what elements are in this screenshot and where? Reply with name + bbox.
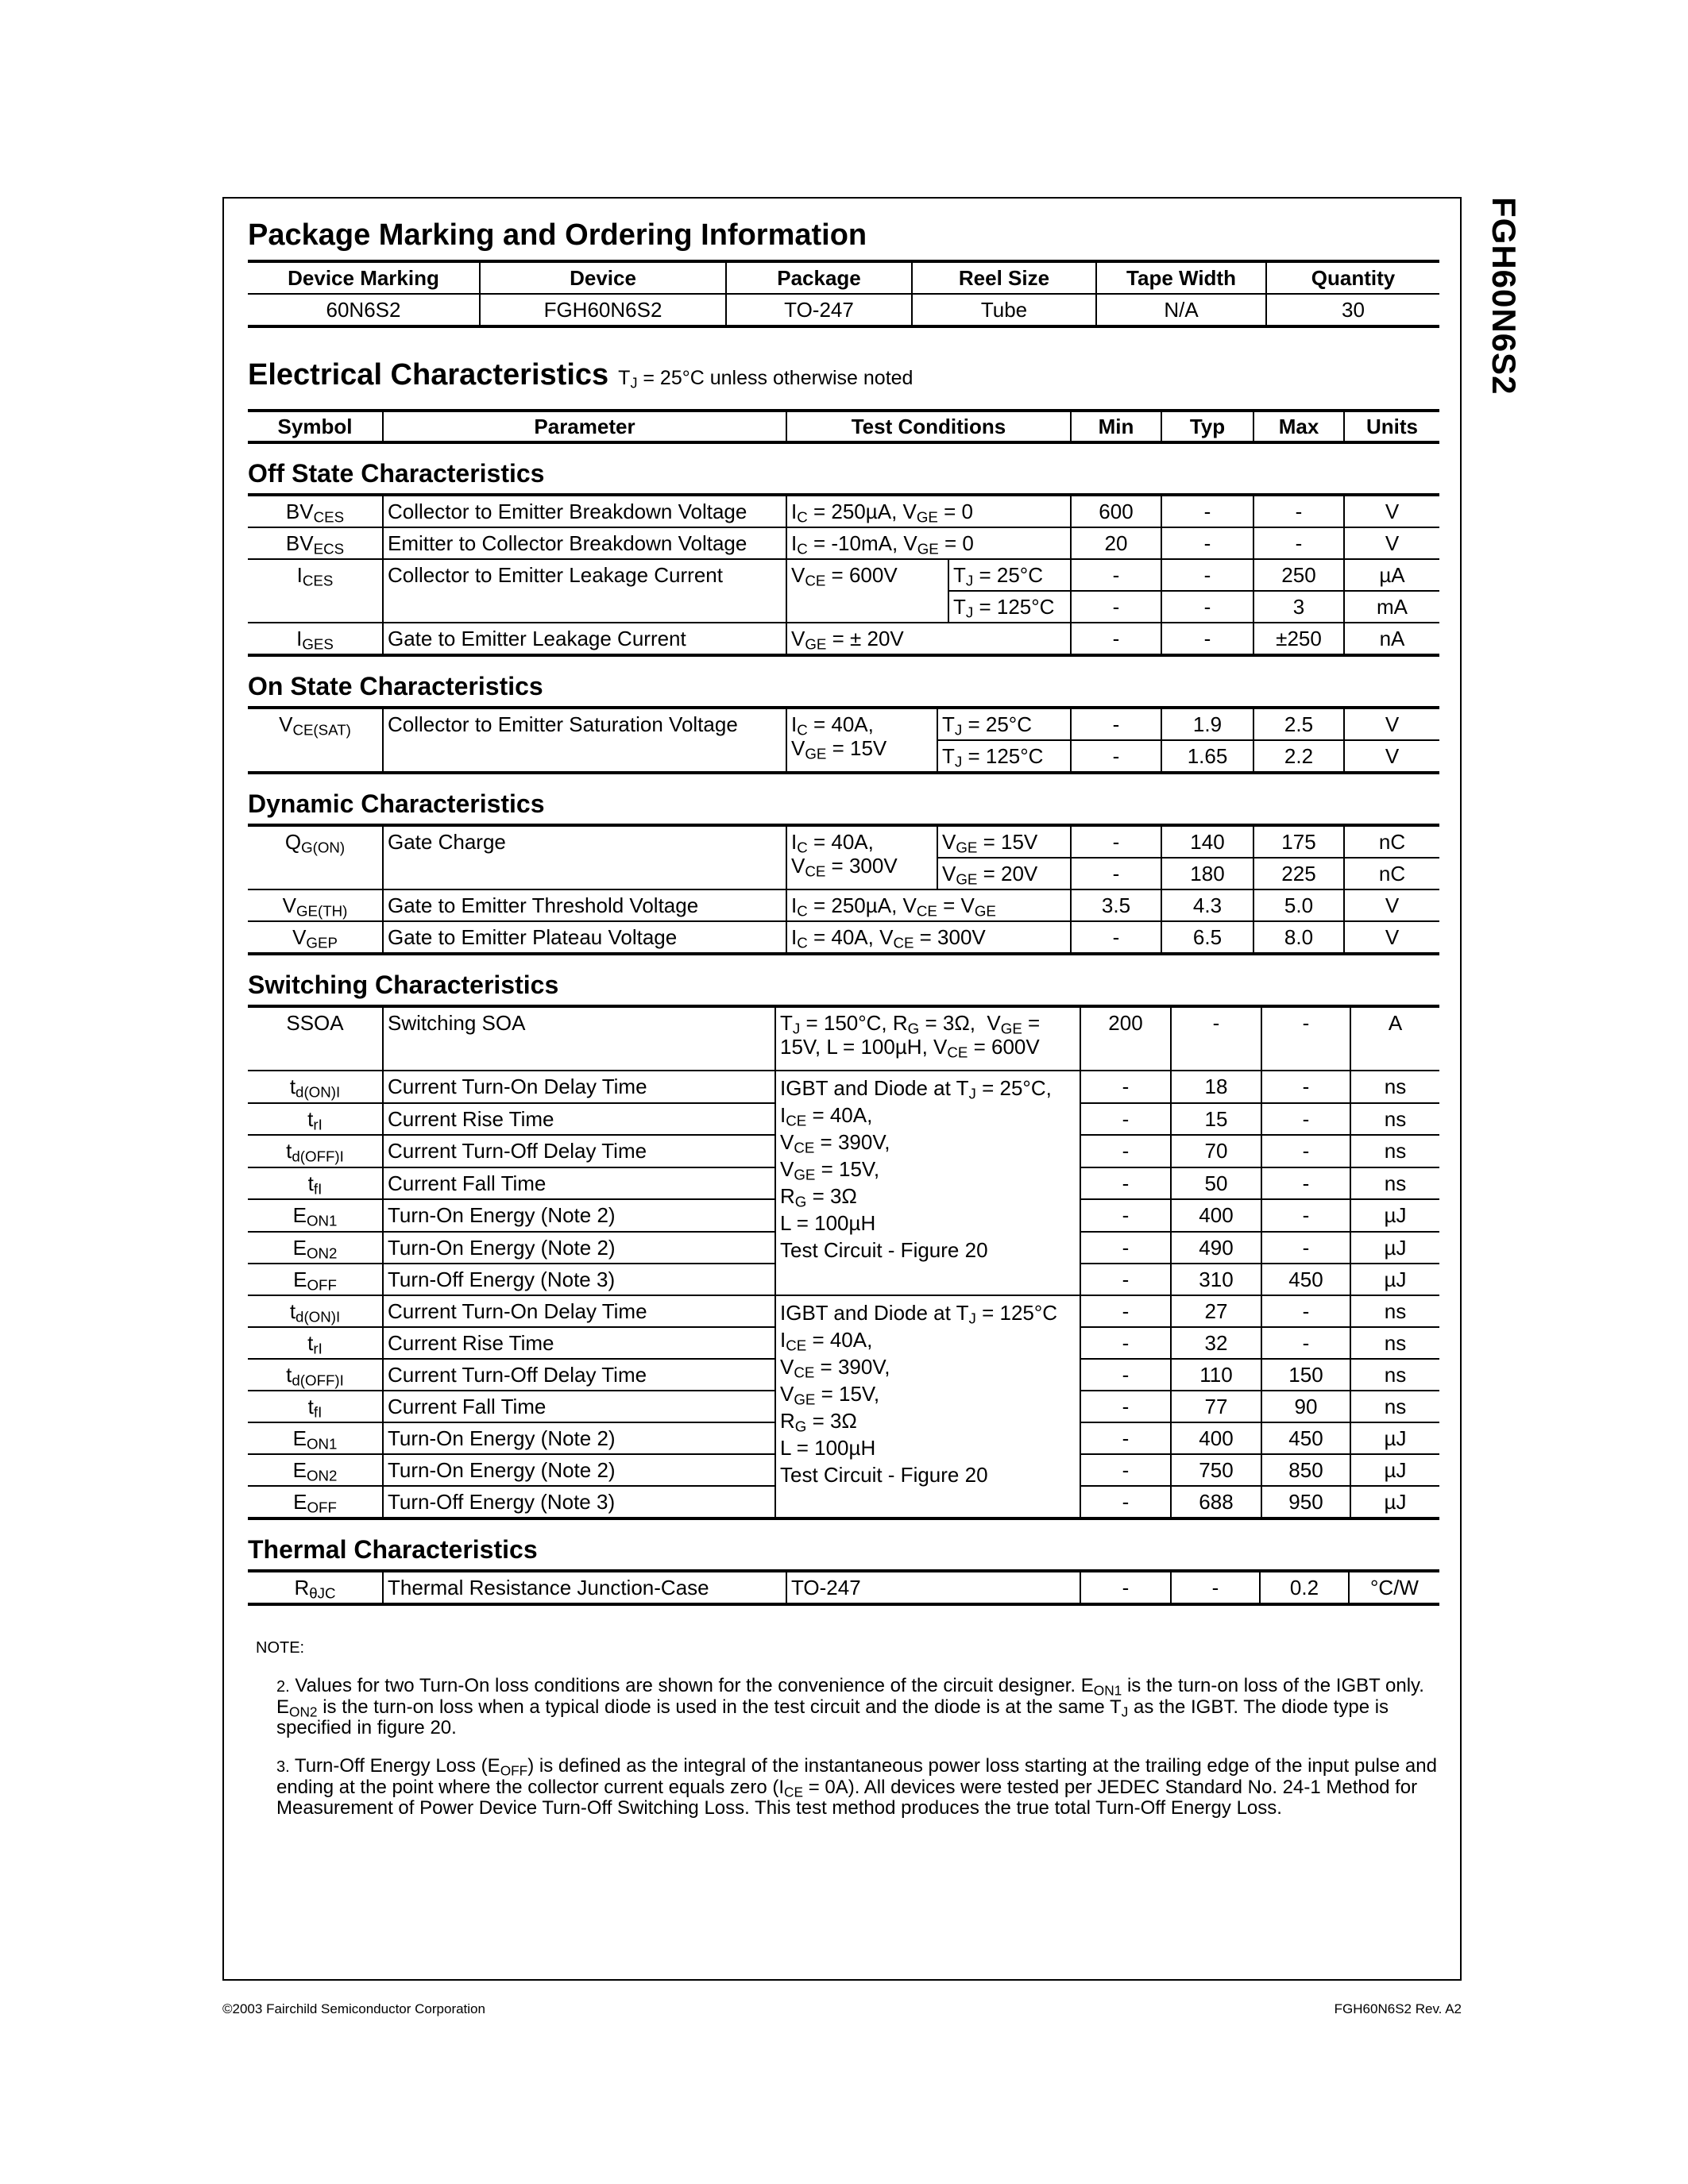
symbol-iges: $I_{GES}$ xyxy=(248,623,383,655)
note-3: 3. Turn-Off Energy Loss $(E_{OFF})$ is defined as the integral of the instantaneous power loss starting at the trailing edge of the input pulse and ending at the point where the collector current equals zero $(I_{CE} = 0A)$. All devices were tested per JEDEC Standard No. 24-1 Method for Measurement of Power Device Turn-Off Switching Loss. This test method produces the true total Turn-Off Energy Loss. xyxy=(276,1755,1437,1819)
test-condition-125c: IGBT and Diode at $T_J = 125^\circ C$ $I_{CE} = 40A$, $V_{CE} = 390V$, $V_{GE} = 15V$, $R_G = 3\Omega$ L = 100µH Test Circuit - Figure 20 xyxy=(775,1295,1080,1518)
table-row: $E_{ON2}$ Turn-On Energy (Note 2) - 750 850 µJ xyxy=(248,1454,1439,1486)
table-row: $E_{ON1}$ Turn-On Energy (Note 2) - 400 450 µJ xyxy=(248,1422,1439,1454)
symbol-tf: $t_{fI}$ xyxy=(248,1167,383,1200)
cell-quantity: 30 xyxy=(1266,294,1439,326)
datasheet-content xyxy=(248,210,1439,1819)
package-row xyxy=(248,294,1439,326)
table-row: $E_{OFF}$ Turn-Off Energy (Note 3) - 688 950 µJ xyxy=(248,1486,1439,1518)
table-row: $R_{\theta JC}$ Thermal Resistance Junction-Case TO-247 - - 0.2 °C/W xyxy=(248,1571,1439,1604)
symbol-tdon: $t_{d(ON)I}$ xyxy=(248,1295,383,1327)
symbol-eon1: $E_{ON1}$ xyxy=(248,1199,383,1232)
table-row: $BV_{CES}$ Collector to Emitter Breakdown Voltage $I_C = 250\mu A$, $V_{GE} = 0$ 600 - - V xyxy=(248,495,1439,527)
footer-revision: FGH60N6S2 Rev. A2 xyxy=(1334,2001,1462,2016)
test-condition: $T_J = 25^\circ C$ xyxy=(937,708,1071,740)
table-row: $t_{d(OFF)I}$ Current Turn-Off Delay Time - 110 150 ns xyxy=(248,1359,1439,1391)
symbol-eoff: $E_{OFF}$ xyxy=(248,1486,383,1518)
table-row: $t_{rI}$ Current Rise Time - 32 - ns xyxy=(248,1327,1439,1359)
dynamic-table xyxy=(248,824,1439,955)
test-condition: $I_C = 250\mu A$, $V_{CE} = V_{GE}$ xyxy=(786,889,1071,921)
table-row: $t_{d(ON)I}$ Current Turn-On Delay Time IGBT and Diode at $T_J = 125^\circ C$ $I_{CE} = 40A$, $V_{CE} = 390V$, $V_{GE} = 15V$, $R_G = 3\Omega$ L = 100µH Test Circuit - Figure 20 - 27 - ns xyxy=(248,1295,1439,1327)
symbol-rthjc: $R_{\theta JC}$ xyxy=(294,1576,336,1602)
table-row: $V_{GE} = 20V$ - 180 225 nC xyxy=(248,858,1439,889)
table-row: $Q_{G(ON)}$ Gate Charge $I_C = 40A$, $V_{CE} = 300V$ $V_{GE} = 15V$ - 140 175 nC xyxy=(248,825,1439,858)
test-condition: $T_J = 125^\circ C$ xyxy=(948,591,1071,623)
switching-table xyxy=(248,1005,1439,1520)
table-row: $V_{GEP}$ Gate to Emitter Plateau Voltage $I_C = 40A$, $V_{CE} = 300V$ - 6.5 8.0 V xyxy=(248,921,1439,954)
symbol-eon2: $E_{ON2}$ xyxy=(248,1232,383,1264)
electrical-header-table xyxy=(248,409,1439,444)
test-condition: $I_C = 250\mu A$, $V_{GE} = 0$ xyxy=(786,495,1071,527)
table-row: $E_{ON2}$ Turn-On Energy (Note 2) - 490 - µJ xyxy=(248,1232,1439,1264)
electrical-condition-note: $T_J = 25^\circ C$ unless otherwise noted xyxy=(618,367,914,392)
symbol-tf: $t_{fI}$ xyxy=(248,1391,383,1422)
table-row: $V_{GE(TH)}$ Gate to Emitter Threshold Voltage $I_C = 250\mu A$, $V_{CE} = V_{GE}$ 3.5 4.3 5.0 V xyxy=(248,889,1439,921)
cell-package: TO-247 xyxy=(726,294,912,326)
col-typ: Typ xyxy=(1161,411,1253,442)
symbol-vgeth: $V_{GE(TH)}$ xyxy=(248,889,383,921)
symbol-eon1: $E_{ON1}$ xyxy=(248,1422,383,1454)
table-row: $t_{fI}$ Current Fall Time - 77 90 ns xyxy=(248,1391,1439,1422)
col-parameter: Parameter xyxy=(383,411,786,442)
table-row: $t_{d(OFF)I}$ Current Turn-Off Delay Time - 70 - ns xyxy=(248,1135,1439,1167)
cell-reel-size: Tube xyxy=(912,294,1096,326)
test-condition: $V_{GE} = 15V$ xyxy=(937,825,1071,858)
switching-title: Switching Characteristics xyxy=(248,970,559,999)
symbol-bvecs: $BV_{ECS}$ xyxy=(248,527,383,559)
test-condition: $T_J = 25^\circ C$ xyxy=(948,559,1071,591)
cell-tape-width: N/A xyxy=(1096,294,1266,326)
cell-device: FGH60N6S2 xyxy=(480,294,726,326)
package-header-row xyxy=(248,261,1439,294)
symbol-qgon: $Q_{G(ON)}$ xyxy=(284,830,346,856)
symbol-eon2: $E_{ON2}$ xyxy=(248,1454,383,1486)
note-2: 2. Values for two Turn-On loss conditions are shown for the convenience of the circuit designer. $E_{ON1}$ is the turn-on loss of the IGBT only. $E_{ON2}$ is the turn-on loss when a typical diode is used in the test circuit and the diode is at the same $T_J$ as the IGBT. The diode type is specified in figure 20. xyxy=(276,1675,1424,1738)
table-row: $t_{d(ON)I}$ Current Turn-On Delay Time IGBT and Diode at $T_J = 25^\circ C$, $I_{CE} = 40A$, $V_{CE} = 390V$, $V_{GE} = 15V$, $R_G = 3\Omega$ L = 100µH Test Circuit - Figure 20 - 18 - ns xyxy=(248,1071,1439,1103)
symbol-tdoff: $t_{d(OFF)I}$ xyxy=(248,1359,383,1391)
package-table xyxy=(248,260,1439,328)
test-condition: $I_C = 40A$, $V_{GE} = 15V$ xyxy=(786,708,937,773)
test-condition: $V_{GE} = 20V$ xyxy=(937,858,1071,889)
side-part-number: FGH60N6S2 xyxy=(1485,197,1523,396)
table-row: $t_{rI}$ Current Rise Time - 15 - ns xyxy=(248,1103,1439,1136)
notes-block xyxy=(248,1638,1439,1819)
table-row: $I_{CES}$ Collector to Emitter Leakage Current $V_{CE} = 600V$ $T_J = 25^\circ C$ - - 250 µA xyxy=(248,559,1439,591)
test-condition: $V_{CE} = 600V$ xyxy=(786,559,948,623)
test-condition: $I_C = 40A$, $V_{CE} = 300V$ xyxy=(786,921,1071,954)
table-row: $V_{CE(SAT)}$ Collector to Emitter Saturation Voltage $I_C = 40A$, $V_{GE} = 15V$ $T_J = 25^\circ C$ - 1.9 2.5 V xyxy=(248,708,1439,740)
electrical-header-row xyxy=(248,411,1439,442)
dynamic-title: Dynamic Characteristics xyxy=(248,789,545,818)
symbol-bvces: $BV_{CES}$ xyxy=(285,500,345,526)
symbol-tr: $t_{rI}$ xyxy=(248,1103,383,1136)
col-min: Min xyxy=(1071,411,1161,442)
col-tape-width: Tape Width xyxy=(1096,261,1266,294)
symbol-ices: $I_{CES}$ xyxy=(248,559,383,623)
on-state-title: On State Characteristics xyxy=(248,672,543,700)
symbol-tdon: $t_{d(ON)I}$ xyxy=(248,1071,383,1103)
symbol-vcesat: $V_{CE(SAT)}$ xyxy=(279,712,351,739)
col-max: Max xyxy=(1253,411,1344,442)
col-device: Device xyxy=(480,261,726,294)
table-row: $I_{GES}$ Gate to Emitter Leakage Current $V_{GE}$ = ± 20V - - ±250 nA xyxy=(248,623,1439,655)
table-row: $T_J = 125^\circ C$ - - 3 mA xyxy=(248,591,1439,623)
symbol-tdoff: $t_{d(OFF)I}$ xyxy=(248,1135,383,1167)
table-row: SSOA Switching SOA $T_J = 150^\circ C$, $R_G = 3\Omega$, $V_{GE}$ = 15V, L = 100µH, $V_{CE} = 600V$ 200 - - A xyxy=(248,1006,1439,1071)
test-condition: $T_J = 125^\circ C$ xyxy=(937,740,1071,773)
symbol-tr: $t_{rI}$ xyxy=(248,1327,383,1359)
col-device-marking: Device Marking xyxy=(248,261,480,294)
test-condition: $I_C = -10mA$, $V_{GE} = 0$ xyxy=(786,527,1071,559)
test-condition: $T_J = 150^\circ C$, $R_G = 3\Omega$, $V_{GE}$ = 15V, L = 100µH, $V_{CE} = 600V$ xyxy=(775,1006,1080,1071)
test-condition: $V_{GE}$ = ± 20V xyxy=(786,623,1071,655)
thermal-table xyxy=(248,1569,1439,1606)
footer-copyright: ©2003 Fairchild Semiconductor Corporation xyxy=(222,2001,485,2016)
symbol-vgep: $V_{GEP}$ xyxy=(248,921,383,954)
col-quantity: Quantity xyxy=(1266,261,1439,294)
col-symbol: Symbol xyxy=(277,414,353,438)
package-title: Package Marking and Ordering Information xyxy=(248,218,867,252)
off-state-table xyxy=(248,493,1439,657)
cell-device-marking: 60N6S2 xyxy=(326,297,401,322)
table-row: $t_{fI}$ Current Fall Time - 50 - ns xyxy=(248,1167,1439,1200)
table-row: $T_J = 125^\circ C$ - 1.65 2.2 V xyxy=(248,740,1439,773)
col-package: Package xyxy=(726,261,912,294)
on-state-table xyxy=(248,706,1439,774)
notes-label: NOTE: xyxy=(256,1639,305,1657)
col-units: Units xyxy=(1344,411,1439,442)
thermal-title: Thermal Characteristics xyxy=(248,1535,538,1564)
table-row: $E_{ON1}$ Turn-On Energy (Note 2) - 400 - µJ xyxy=(248,1199,1439,1232)
table-row: $BV_{ECS}$ Emitter to Collector Breakdown Voltage $I_C = -10mA$, $V_{GE} = 0$ 20 - - V xyxy=(248,527,1439,559)
col-test-conditions: Test Conditions xyxy=(786,411,1071,442)
symbol-eoff: $E_{OFF}$ xyxy=(248,1264,383,1295)
test-condition-25c: IGBT and Diode at $T_J = 25^\circ C$, $I_{CE} = 40A$, $V_{CE} = 390V$, $V_{GE} = 15V$, $R_G = 3\Omega$ L = 100µH Test Circuit - Figure 20 xyxy=(775,1071,1080,1264)
test-condition: $I_C = 40A$, $V_{CE} = 300V$ xyxy=(786,825,937,889)
table-row: $E_{OFF}$ Turn-Off Energy (Note 3) - 310 450 µJ xyxy=(248,1264,1439,1295)
electrical-title: Electrical Characteristics $T_J = 25^\circ C$ unless otherwise noted xyxy=(248,358,914,392)
off-state-title: Off State Characteristics xyxy=(248,459,545,488)
col-reel-size: Reel Size xyxy=(912,261,1096,294)
